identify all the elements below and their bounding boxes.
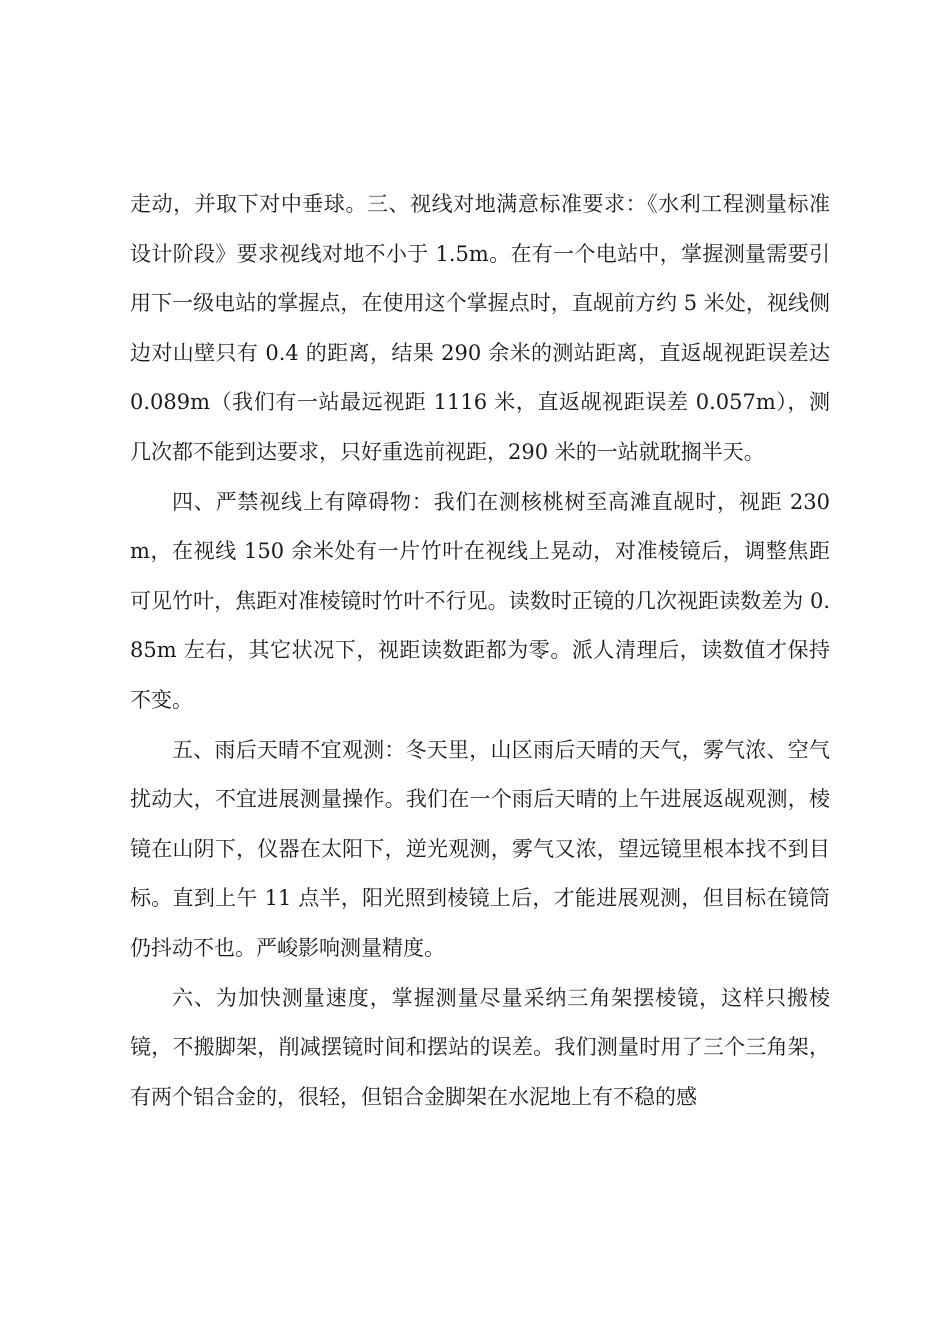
document-body [130,180,830,1122]
paragraph-3: 五、雨后天晴不宜观测：冬天里，山区雨后天晴的天气，雾气浓、空气扰动大，不宜进展测量操作。我们在一个雨后天晴的上午进展返觇观测，棱镜在山阴下，仪器在太阳下，逆光观测，雾气又浓，望远镜里根本找不到目标。直到上午 11 点半，阳光照到棱镜上后，才能进展观测，但目标在镜筒仍抖动不也。严峻影响测量精度。 [130,737,830,960]
paragraph-2: 四、严禁视线上有障碍物：我们在测核桃树至高滩直觇时，视距 230m，在视线 150 余米处有一片竹叶在视线上晃动，对准棱镜后，调整焦距可见竹叶，焦距对准棱镜时竹叶不行见。读数时正镜的几次视距读数差为 0.85m 左右，其它状况下，视距读数距都为零。派人清理后，读数值才保持不变。 [130,489,830,712]
paragraph-4: 六、为加快测量速度，掌握测量尽量采纳三角架摆棱镜，这样只搬棱镜，不搬脚架，削减摆镜时间和摆站的误差。我们测量时用了三个三角架，有两个铝合金的，很轻，但铝合金脚架在水泥地上有不稳的感 [130,985,830,1109]
paragraph-1: 走动，并取下对中垂球。三、视线对地满意标准要求：《水利工程测量标准设计阶段》要求视线对地不小于 1.5m。在有一个电站中，掌握测量需要引用下一级电站的掌握点，在使用这个掌握点时，直觇前方约 5 米处，视线侧边对山壁只有 0.4 的距离，结果 290 余米的测站距离，直返觇视距误差达 0.089m（我们有一站最远视距 1116 米，直返觇视距误差 0.057m），测几次都不能到达要求，只好重选前视距，290 米的一站就耽搁半天。 [130,192,830,464]
